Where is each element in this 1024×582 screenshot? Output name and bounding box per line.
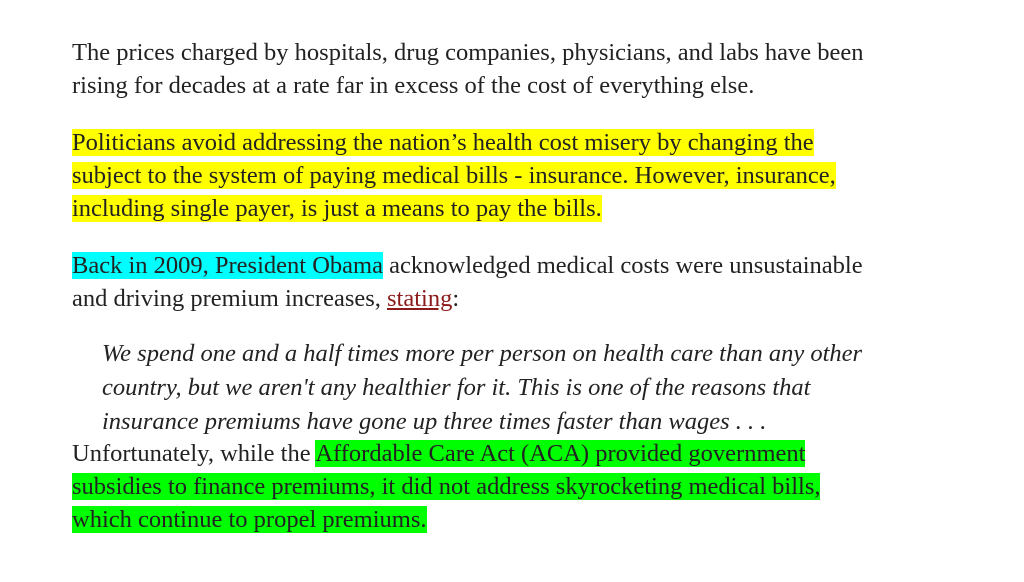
paragraph-line: rising for decades at a rate far in excess of the cost of everything else.: [72, 72, 755, 99]
paragraph-politicians: [72, 126, 1012, 225]
highlight-green: which continue to propel premiums.: [72, 506, 427, 533]
paragraph-line: [72, 470, 1012, 503]
highlight-yellow: subject to the system of paying medical bills - insurance. However, insurance,: [72, 162, 836, 189]
paragraph-obama: [72, 249, 1012, 315]
highlight-cyan: Back in 2009, President Obama: [72, 252, 383, 279]
highlight-yellow: Politicians avoid addressing the nation’s health cost misery by changing the: [72, 129, 814, 156]
paragraph-line: [72, 503, 1012, 536]
quote-line: We spend one and a half times more per person on health care than any other: [102, 340, 863, 367]
paragraph-prices: [72, 36, 1012, 102]
paragraph-line: [72, 282, 1012, 315]
obama-quote: [102, 337, 1012, 439]
paragraph-aca: [72, 437, 1012, 536]
paragraph-line: [72, 437, 1012, 470]
paragraph-line: [72, 126, 1012, 159]
quote-line: country, but we aren't any healthier for it. This is one of the reasons that: [102, 374, 811, 401]
paragraph-text: :: [452, 285, 460, 312]
paragraph-text: and driving premium increases,: [72, 285, 388, 312]
document-body: [72, 36, 1012, 536]
paragraph-text: acknowledged medical costs were unsustainable: [382, 252, 863, 279]
quote-line: insurance premiums have gone up three times faster than wages . . .: [102, 408, 767, 435]
paragraph-line: [72, 249, 1012, 282]
highlight-yellow: including single payer, is just a means to pay the bills.: [72, 195, 602, 222]
paragraph-text: Unfortunately, while the: [72, 440, 316, 467]
paragraph-line: The prices charged by hospitals, drug companies, physicians, and labs have been: [72, 39, 864, 66]
paragraph-line: [72, 159, 1012, 192]
stating-link[interactable]: stating: [387, 285, 453, 312]
paragraph-line: [72, 192, 1012, 225]
highlight-green: subsidies to finance premiums, it did not address skyrocketing medical bills,: [72, 473, 821, 500]
highlight-green: Affordable Care Act (ACA) provided government: [315, 440, 806, 467]
